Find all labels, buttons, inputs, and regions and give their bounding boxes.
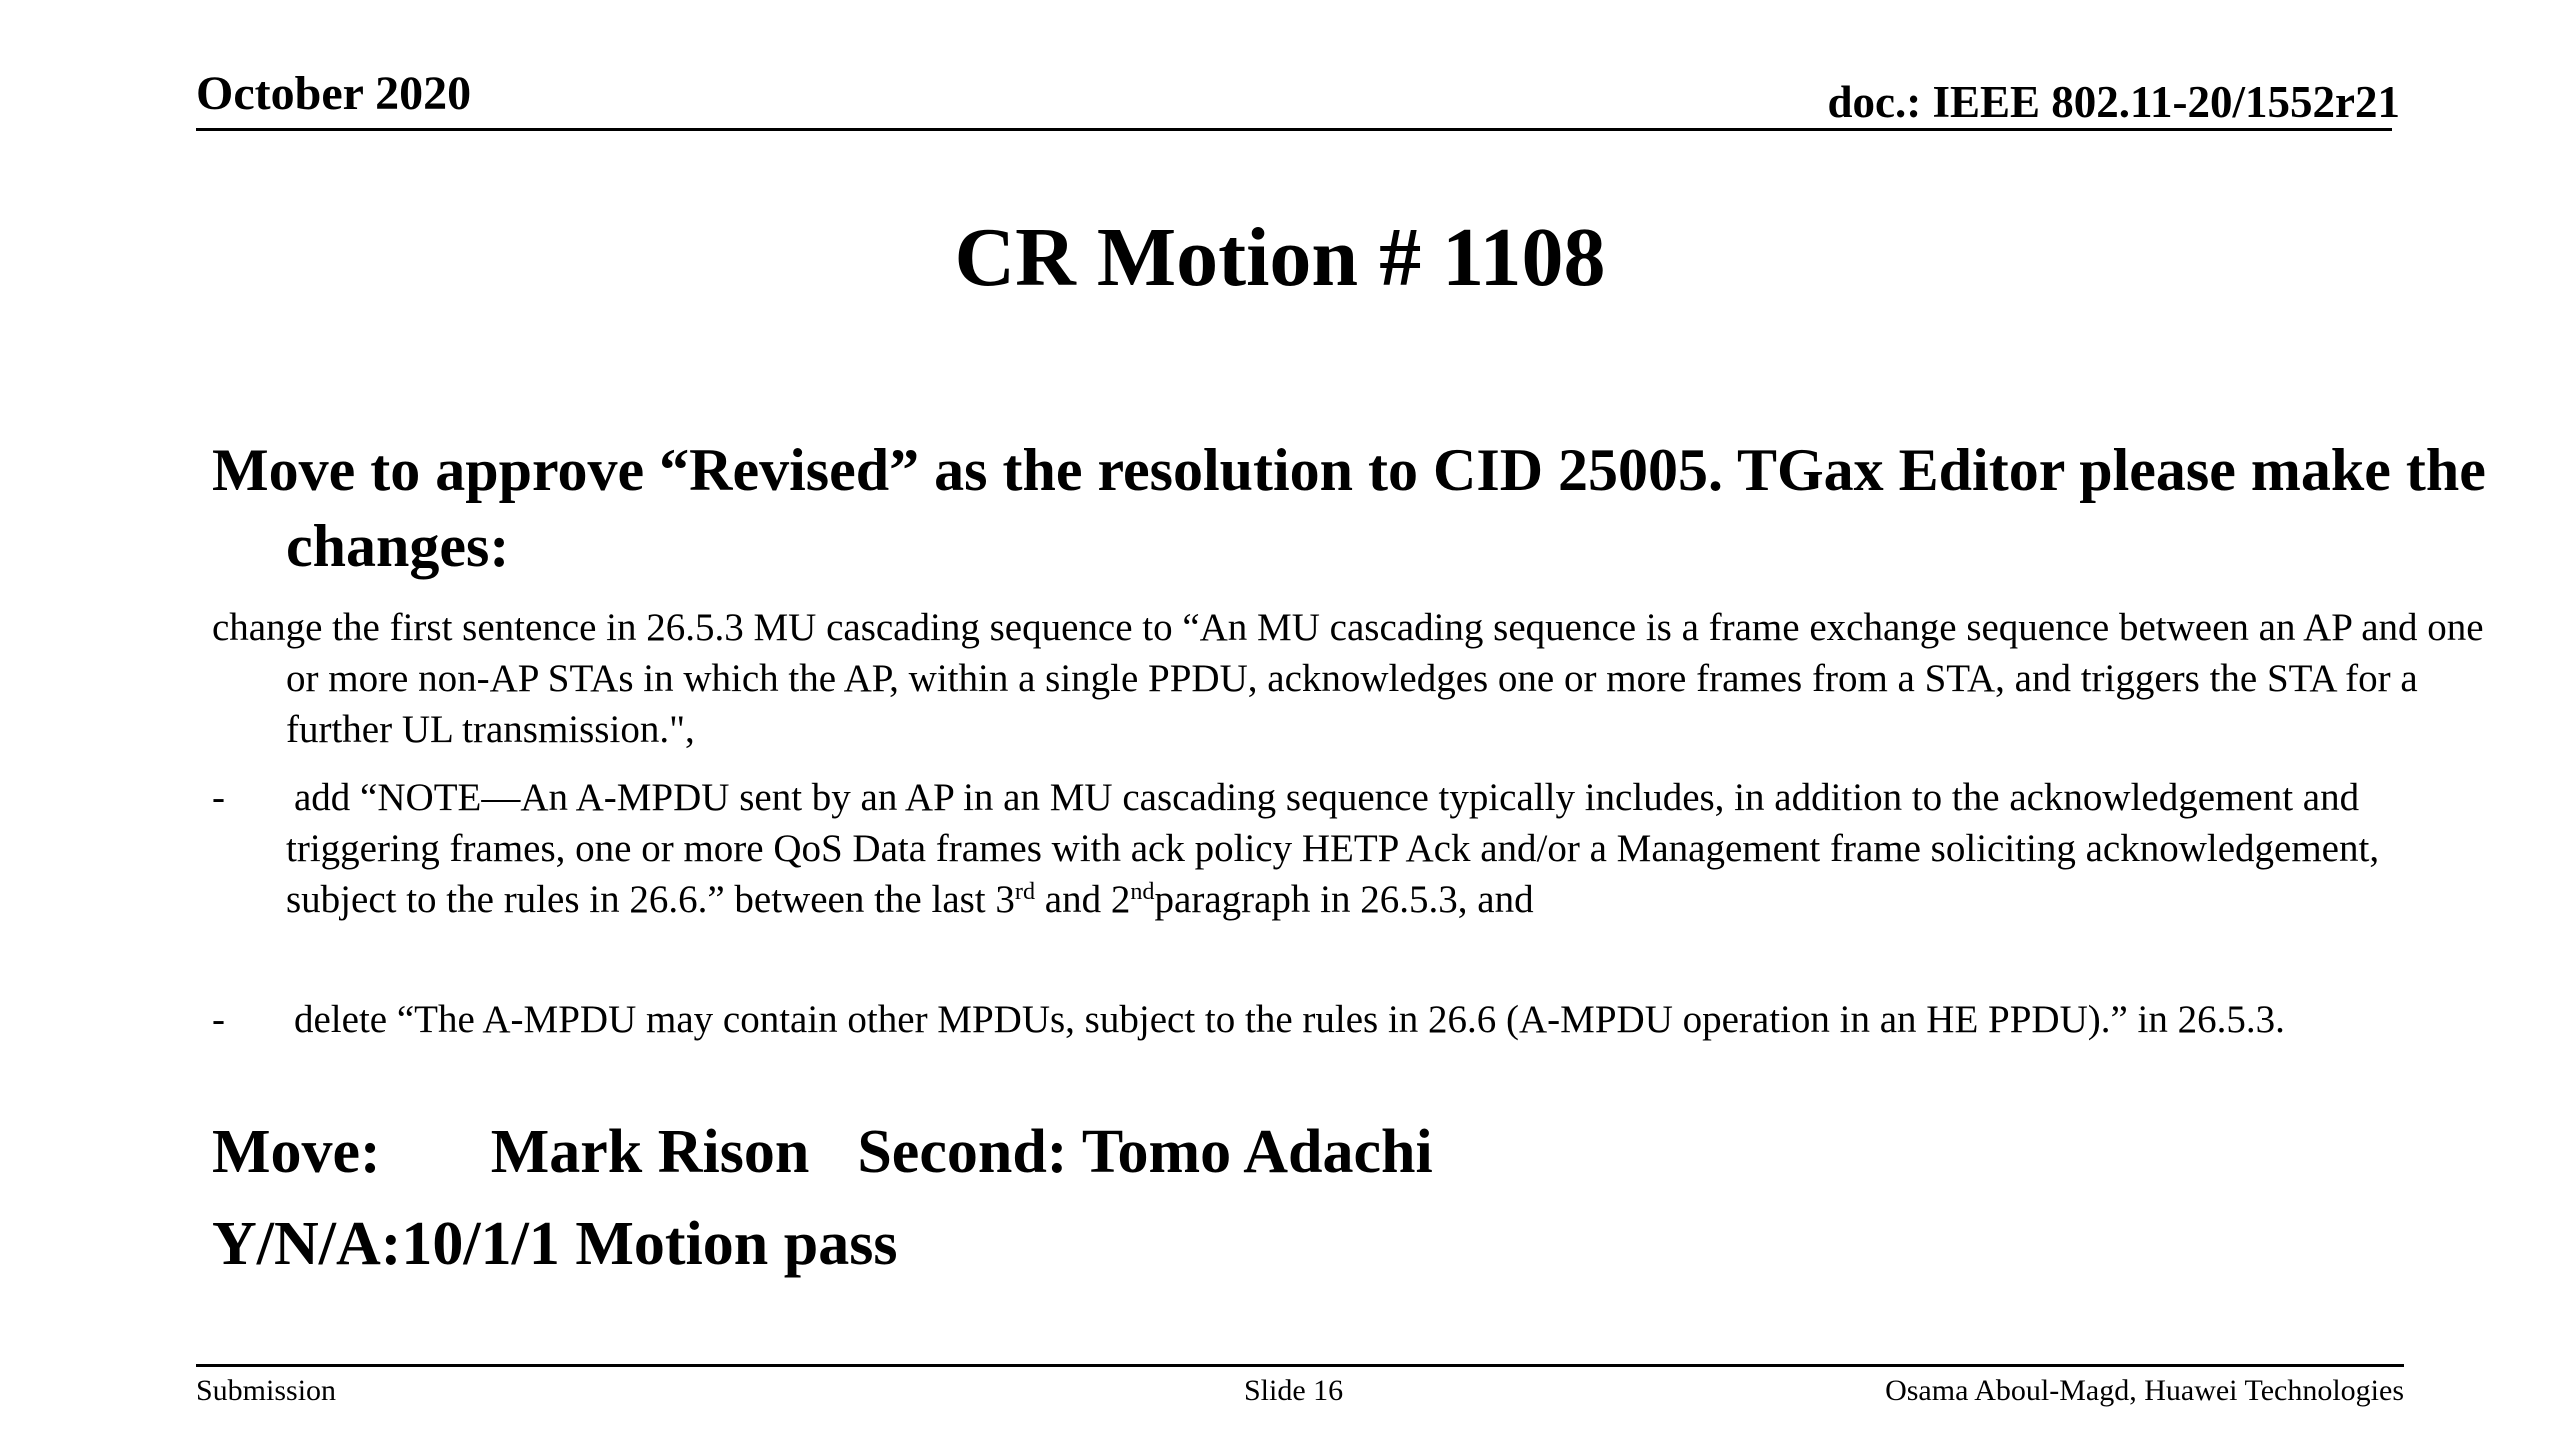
bullet-add-note [212, 772, 2412, 925]
move-label: Move: [212, 1118, 381, 1186]
bullet-marker: - [212, 776, 225, 819]
header-date: October 2020 [196, 67, 472, 120]
footer-divider [196, 1364, 2404, 1367]
header-doc-id: doc.: IEEE 802.11-20/1552r21 [1827, 77, 2400, 127]
header-divider [196, 128, 2392, 131]
vote-result: Y/N/A:10/1/1 Motion pass [212, 1210, 898, 1278]
bullet-add-part2: and 2 [1035, 878, 1131, 921]
bullet-delete-text [286, 994, 2412, 1045]
superscript-rd: rd [1014, 877, 1036, 905]
mover-name: Mark Rison [490, 1118, 810, 1186]
bullet-add-part3: paragraph in 26.5.3, and [1154, 878, 1534, 921]
bullet-add-text [286, 772, 2412, 925]
footer-submission: Submission [196, 1374, 337, 1407]
slide-title: CR Motion # 1108 [954, 211, 1606, 304]
bullet-delete-body: delete “The A-MPDU may contain other MPDUs, subject to the rules in 26.6 (A-MPDU operation in an HE PPDU).” in 26.5.3. [294, 998, 2285, 1041]
footer-author: Osama Aboul-Magd, Huawei Technologies [1885, 1374, 2404, 1407]
change-intro-paragraph: change the first sentence in 26.5.3 MU cascading sequence to “An MU cascading sequence is a frame exchange sequence between an AP and one or more non-AP STAs in which the AP, within a single PPDU, acknowledges one or more frames from a STA, and triggers the STA for a further UL transmission.", [212, 606, 2484, 751]
seconder: Second: Tomo Adachi [857, 1118, 1433, 1186]
superscript-nd: nd [1130, 877, 1155, 905]
move-second-line [212, 1114, 1433, 1190]
bullet-add-part1: add “NOTE—An A-MPDU sent by an AP in an MU cascading sequence typically includes, in addition to the acknowledgement and triggering frames, one or more QoS Data frames with ack policy HETP Ack and/or a Management frame soliciting acknowledgement, subject to the rules in 26.6.” between the last 3 [286, 776, 2380, 921]
bullet-marker: - [212, 998, 225, 1041]
bullet-delete [212, 994, 2412, 1045]
motion-heading: Move to approve “Revised” as the resolution to CID 25005. TGax Editor please make the changes: [212, 437, 2486, 579]
footer-slide-number: Slide 16 [1244, 1374, 1344, 1407]
